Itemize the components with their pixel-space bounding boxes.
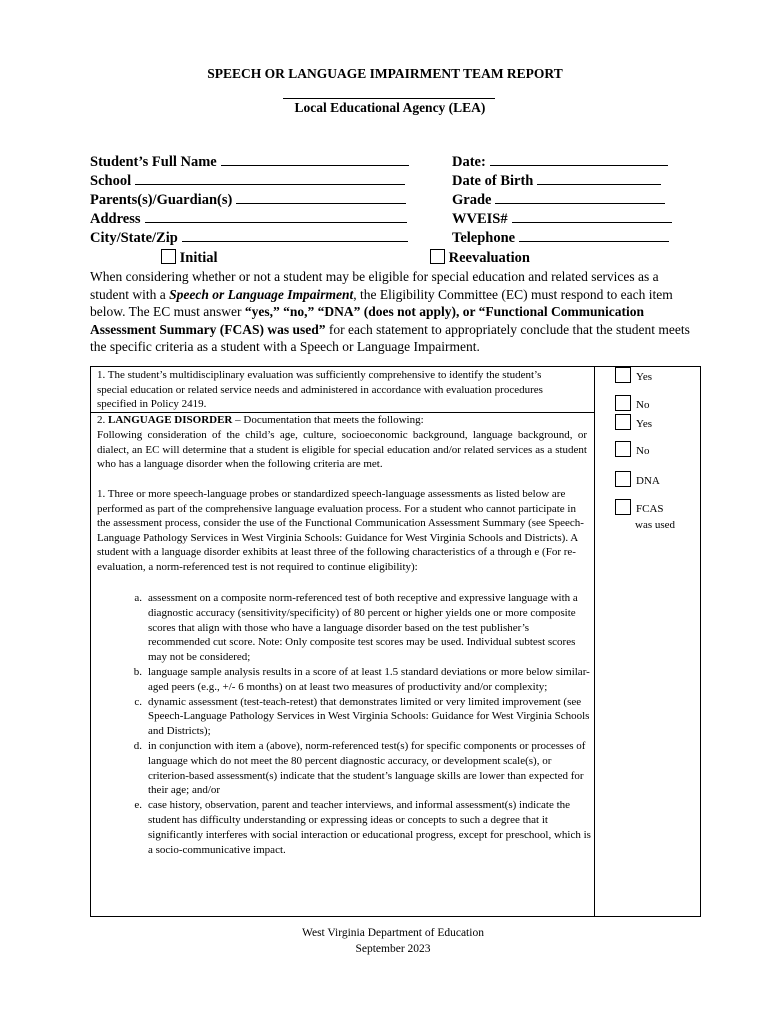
row2-dna-checkbox[interactable] — [615, 471, 631, 487]
address-field[interactable] — [90, 210, 407, 228]
intro-text-3: for each statement to appropriately conclude that the student meets the specific criteria as a student with a Speech or Language Impairment. — [90, 321, 690, 355]
address-line[interactable] — [145, 210, 407, 223]
parents-label: Parents(s)/Guardian(s) — [90, 192, 233, 208]
grade-field[interactable] — [452, 191, 665, 209]
intro-text-2: , the Eligibility Committee (EC) must respond to each item below. The EC must answer — [90, 286, 673, 320]
criteria-list — [97, 591, 591, 857]
wveis-field[interactable] — [452, 210, 672, 228]
school-field[interactable] — [90, 172, 405, 190]
reevaluation-option[interactable] — [430, 249, 530, 267]
intro-term: Speech or Language Impairment — [169, 286, 354, 302]
city-label: City/State/Zip — [90, 230, 178, 246]
dob-field[interactable] — [452, 172, 661, 190]
item-letter: c. — [134, 695, 142, 708]
student-name-line[interactable] — [221, 153, 409, 166]
address-label: Address — [90, 211, 141, 227]
item-letter: a. — [134, 592, 142, 604]
date-line[interactable] — [490, 153, 668, 166]
lea-label: Local Educational Agency (LEA) — [294, 100, 486, 115]
row2-no-label: No — [636, 445, 650, 457]
row1-yes-label: Yes — [636, 371, 653, 383]
row2-yes-label: Yes — [636, 418, 653, 430]
row2-fcas-option[interactable] — [615, 499, 675, 533]
item-text: dynamic assessment (test-teach-retest) that demonstrates limited or very limited improvement (see Speech-Language Pathology Services in West Virginia Schools: Guidance for West Virginia Schools and Districts); — [148, 695, 590, 738]
row2-heading-bold: LANGUAGE DISORDER — [108, 414, 233, 426]
row1-no-checkbox[interactable] — [615, 395, 631, 411]
city-line[interactable] — [182, 229, 408, 242]
row2-no-option[interactable] — [615, 441, 649, 457]
report-title: SPEECH OR LANGUAGE IMPAIRMENT TEAM REPORT — [207, 66, 563, 81]
date-label: Date: — [452, 154, 486, 170]
dob-line[interactable] — [537, 172, 661, 185]
item-text: in conjunction with item a (above), norm-referenced test(s) for specific components or processes of language which do not meet the 80 percent diagnostic accuracy, or development scale(s), or criterion-based assessment(s) indicate that the student’s language skills are lower than expected for their age; and/or — [148, 739, 586, 797]
footer-date: September 2023 — [355, 943, 431, 955]
row2-yes-option[interactable] — [615, 414, 652, 430]
page-footer — [0, 925, 770, 957]
row2-dna-option[interactable] — [615, 471, 660, 487]
initial-checkbox[interactable] — [161, 249, 176, 264]
item-letter: d. — [133, 739, 142, 752]
row1-yes-checkbox[interactable] — [615, 367, 631, 383]
list-item — [97, 591, 591, 665]
initial-label: Initial — [179, 250, 218, 266]
row2-heading-rest: – Documentation that meets the following: — [232, 414, 424, 426]
city-field[interactable] — [90, 229, 408, 247]
telephone-line[interactable] — [519, 229, 669, 242]
row2-number: 2. — [97, 414, 108, 426]
item-text: assessment on a composite norm-referenced test of both receptive and expressive language with a diagnostic accuracy (sensitivity/specificity) of 80 percent or higher yields one or more composite scores that align with those who have a language disorder based on the test publisher’s recommended cut score. Note: Only composite test scores may be used. Individual subtest scores may not be considered; — [148, 592, 578, 664]
grade-line[interactable] — [495, 191, 665, 204]
list-item — [97, 798, 591, 857]
instructions-paragraph — [90, 268, 690, 356]
parents-line[interactable] — [236, 191, 406, 204]
student-name-field[interactable] — [90, 153, 409, 171]
wveis-line[interactable] — [512, 210, 672, 223]
row2-consideration: Following consideration of the child’s age, culture, socioeconomic background, language background, or dialect, an EC will determine that a student is eligible for special education and/or related services as a student who has a language disorder when the following criteria are met. — [97, 429, 587, 471]
row1-no-label: No — [636, 399, 650, 411]
telephone-label: Telephone — [452, 230, 516, 246]
intro-text-1: When considering whether or not a student may be eligible for special education and related services as a student with a — [90, 269, 659, 302]
footer-department: West Virginia Department of Education — [302, 927, 484, 939]
initial-option[interactable] — [161, 249, 218, 267]
row1-no-option[interactable] — [615, 395, 649, 411]
parents-field[interactable] — [90, 191, 406, 209]
intro-answers: “yes,” “no,” “DNA” (does not apply), or “Functional Communication Assessment Summary (FCAS) was used” — [90, 304, 645, 337]
student-name-label: Student’s Full Name — [90, 154, 217, 170]
list-item — [97, 665, 591, 695]
reevaluation-label: Reevaluation — [448, 250, 530, 266]
item-letter: e. — [134, 799, 142, 812]
row2-criteria: 1. Three or more speech-language probes or standardized speech-language assessments as listed below are performed as part of the comprehensive language evaluation process. For a student who cannot participate in the assessment process, consider the use of the Functional Communication Assessment Summary (see Speech-Language Pathology Services in West Virginia Schools: Guidance for West Virginia Schools and Districts). A student with a language disorder exhibits at least three of the following characteristics of a through e (For re-evaluation, a norm-referenced test is not required to continue eligibility): — [97, 488, 584, 573]
item-text: case history, observation, parent and teacher interviews, and informal assessment(s) indicate the student has difficulty understanding or expressing ideas or concepts to such a degree that it significantly interferes with social interaction or educational progress, except for preschool, which is a socio-communicative impact. — [148, 799, 591, 856]
row2-dna-label: DNA — [636, 475, 660, 487]
grade-label: Grade — [452, 192, 492, 208]
wveis-label: WVEIS# — [452, 211, 508, 227]
school-label: School — [90, 173, 132, 189]
row1-yes-option[interactable] — [615, 367, 652, 383]
row2-fcas-checkbox[interactable] — [615, 499, 631, 515]
item-text: language sample analysis results in a score of at least 1.5 standard deviations or more below similar-aged peers (e.g., +/- 6 months) on at least two measures of productivity and/or complexity; — [148, 665, 590, 693]
dob-label: Date of Birth — [452, 173, 534, 189]
row1-statement: 1. The student’s multidisciplinary evaluation was sufficiently comprehensive to identify the student’s special education or related service needs and administered in accordance with evaluation procedures specified in Policy 2419. — [97, 369, 543, 411]
item-letter: b. — [133, 665, 142, 678]
school-line[interactable] — [135, 172, 405, 185]
list-item — [97, 739, 591, 798]
telephone-field[interactable] — [452, 229, 669, 247]
row2-heading — [97, 413, 587, 428]
lea-blank-line[interactable] — [283, 98, 495, 99]
row2-no-checkbox[interactable] — [615, 441, 631, 457]
list-item — [97, 695, 591, 739]
row2-fcas-label-2: was used — [635, 519, 676, 531]
row2-fcas-label: FCAS — [636, 503, 664, 515]
table-column-divider — [594, 366, 595, 917]
row2-yes-checkbox[interactable] — [615, 414, 631, 430]
reevaluation-checkbox[interactable] — [430, 249, 445, 264]
date-field[interactable] — [452, 153, 668, 171]
